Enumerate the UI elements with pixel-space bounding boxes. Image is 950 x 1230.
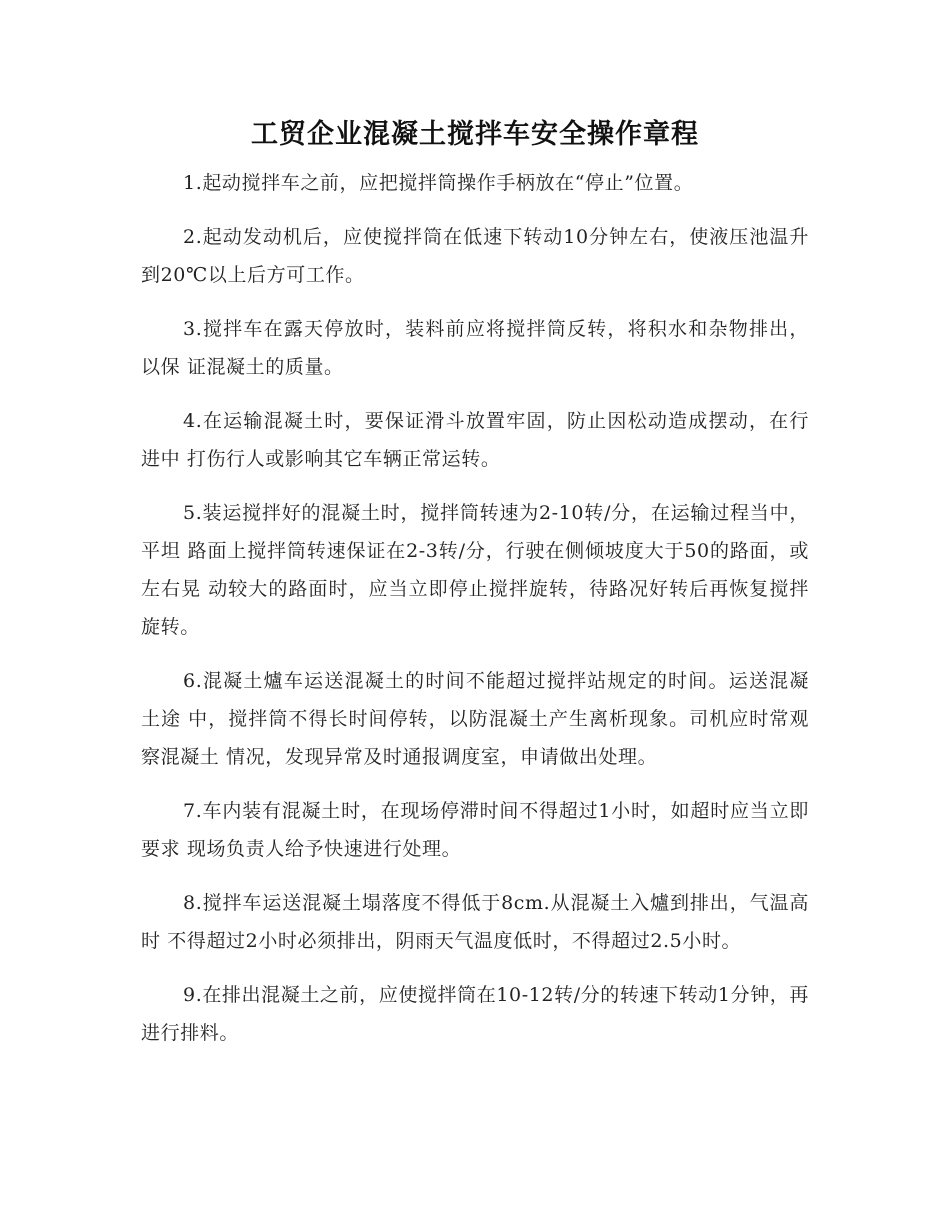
document-title: 工贸企业混凝土搅拌车安全操作章程 xyxy=(251,119,699,150)
document-body xyxy=(141,164,809,1068)
paragraph-4: 4.在运输混凝土时，要保证滑斗放置牢固，防止因松动造成摆动，在行进中 打伤行人或影响其它车辆正常运转。 xyxy=(141,410,809,470)
paragraph-1: 1.起动搅拌车之前，应把搅拌筒操作手柄放在“停止”位置。 xyxy=(183,172,694,194)
paragraph-5: 5.装运搅拌好的混凝土时，搅拌筒转速为2-10转/分，在运输过程当中，平坦 路面上搅拌筒转速保证在2-3转/分，行驶在侧倾坡度大于50的路面，或左右晃 动较大的路面时，应当立即停止搅拌旋转，待路况好转后再恢复搅拌旋转。 xyxy=(141,502,809,638)
paragraph-2: 2.起动发动机后，应使搅拌筒在低速下转动10分钟左右，使液压池温升到20℃以上后方可工作。 xyxy=(141,226,809,286)
paragraph-3: 3.搅拌车在露天停放时，装料前应将搅拌筒反转，将积水和杂物排出，以保 证混凝土的质量。 xyxy=(141,318,809,378)
paragraph-7: 7.车内装有混凝土时，在现场停滞时间不得超过1小时，如超时应当立即要求 现场负责人给予快速进行处理。 xyxy=(141,800,809,860)
paragraph-9: 9.在排出混凝土之前，应使搅拌筒在10-12转/分的转速下转动1分钟，再 进行排料。 xyxy=(141,984,809,1044)
paragraph-6: 6.混凝土爐车运送混凝土的时间不能超过搅拌站规定的时间。运送混凝土途 中，搅拌筒不得长时间停转，以防混凝土产生离析现象。司机应时常观察混凝土 情况，发现异常及时通报调度室，申请做出处理。 xyxy=(141,670,809,768)
paragraph-8: 8.搅拌车运送混凝土塌落度不得低于8cm.从混凝土入爐到排出，气温高时 不得超过2小时必须排出，阴雨天气温度低时，不得超过2.5小时。 xyxy=(141,892,809,952)
